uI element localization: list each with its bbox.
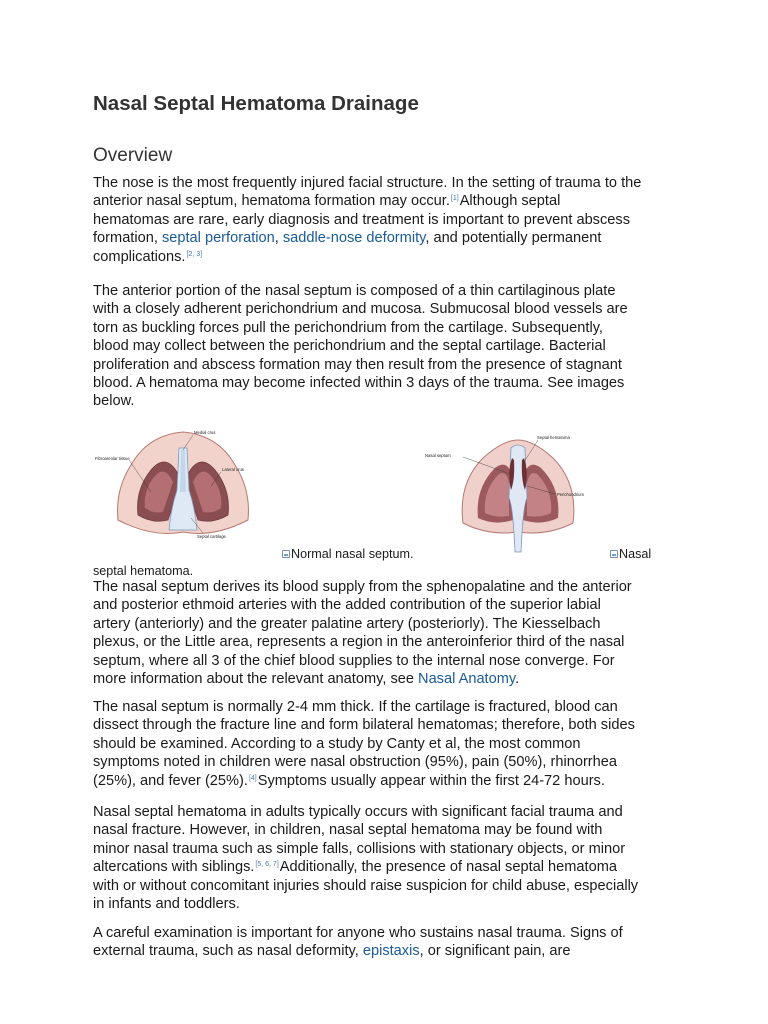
text-line: should be examined. According to a study by Canty et al, the most common	[93, 735, 581, 752]
text-line: The anterior portion of the nasal septum is composed of a thin cartilaginous plate	[93, 283, 616, 299]
label-lateral-crus: Lateral crus	[222, 467, 244, 472]
text-line: blood may collect between the perichondrium and the septal cartilage. Bacterial	[93, 338, 606, 355]
text-line: proliferation and abscess formation may then result from the presence of stagnant	[93, 356, 622, 373]
text: complications.	[93, 248, 186, 265]
text-line: and posterior ethmoid arteries with the added contribution of the superior labial	[93, 597, 601, 614]
text-line: symptoms noted in children were nasal obstruction (95%), pain (50%), rhinorrhea	[93, 754, 618, 771]
text-line: The nose is the most frequently injured facial structure. In the setting of trauma to the	[93, 175, 642, 191]
text-line	[93, 248, 683, 266]
label-septal-hematoma: Septal hematoma	[537, 435, 570, 440]
text-line: torn as buckling forces pull the perichondrium from the cartilage. Subsequently,	[93, 319, 603, 336]
text-line: septum, where all 3 of the chief blood supplies to the internal nose converge. For	[93, 652, 615, 669]
text-line: Nasal septal hematoma in adults typically occurs with significant facial trauma and	[93, 804, 623, 820]
citation-ref[interactable]: [1]	[450, 195, 459, 203]
text-line: A careful examination is important for anyone who sustains nasal trauma. Signs of	[93, 925, 623, 941]
section-heading-overview: Overview	[93, 145, 173, 166]
figure-caption-hematoma-continued: septal hematoma.	[93, 564, 194, 578]
figure-normal-nasal-septum[interactable]	[93, 420, 273, 545]
text-line	[93, 192, 683, 210]
text-line: in infants and toddlers.	[93, 896, 240, 913]
text: Symptoms usually appear within the first 24-72 hours.	[257, 772, 605, 789]
text-line: nasal fracture. However, in children, nasal septal hematoma may be found with	[93, 822, 603, 839]
text: more information about the relevant anatomy, see	[93, 671, 419, 688]
citation-ref[interactable]: [4]	[248, 774, 257, 782]
citation-ref[interactable]: [5, 6, 7]	[255, 861, 279, 869]
text-line: plexus, or the Little area, represents a region in the anteroinferior third of the nasal	[93, 634, 625, 651]
paragraph-thickness	[93, 698, 683, 790]
text: (25%), and fever (25%).	[93, 772, 248, 789]
text-line	[93, 229, 683, 247]
link-saddle-nose-deformity[interactable]: saddle-nose deformity	[282, 230, 426, 247]
text-line	[93, 942, 683, 960]
text: .	[515, 671, 520, 688]
text-line: The nasal septum is normally 2-4 mm thick. If the cartilage is fractured, blood can	[93, 699, 618, 715]
citation-ref[interactable]: [2, 3]	[186, 250, 203, 258]
text-line: hematomas are rare, early diagnosis and treatment is important to prevent abscess	[93, 211, 630, 228]
label-fibroareolar-tissue: Fibroareolar tissue	[95, 456, 130, 461]
text-line: dissect through the fracture line and form bilateral hematomas; therefore, both sides	[93, 717, 635, 734]
text-line: with or without concomitant injuries should raise suspicion for child abuse, especially	[93, 877, 639, 894]
label-septal-cartilage: Septal cartilage	[197, 534, 226, 539]
broken-image-icon	[610, 550, 618, 558]
paragraph-adults-children	[93, 803, 683, 913]
text: Additionally, the presence of nasal septal hematoma	[279, 859, 617, 876]
paragraph-examination	[93, 924, 683, 961]
paragraph-intro	[93, 174, 683, 266]
text-line: minor nasal trauma such as simple falls, collisions with stationary objects, or minor	[93, 840, 626, 857]
link-septal-perforation[interactable]: septal perforation	[161, 230, 275, 247]
text-line: artery (anteriorly) and the greater palatine artery (posteriorly). The Kiesselbach	[93, 615, 601, 632]
text-line: The nasal septum derives its blood supply from the sphenopalatine and the anterior	[93, 579, 632, 595]
text-line	[93, 858, 683, 876]
label-perichondrium: Perichondrium	[557, 492, 584, 497]
text: altercations with siblings.	[93, 859, 255, 876]
link-epistaxis[interactable]: epistaxis	[362, 943, 420, 960]
page-title: Nasal Septal Hematoma Drainage	[93, 92, 419, 115]
text-line: below.	[93, 393, 135, 410]
text: formation,	[93, 230, 162, 247]
label-medial-crus: Medial crus	[194, 430, 216, 435]
text: , and potentially permanent	[425, 230, 602, 247]
text: ,	[274, 230, 283, 247]
text-line: with a closely adherent perichondrium and mucosa. Submucosal blood vessels are	[93, 301, 628, 318]
figure-caption-normal	[282, 547, 414, 561]
text: external trauma, such as nasal deformity,	[93, 943, 363, 960]
caption-text: Normal nasal septum.	[291, 547, 414, 561]
caption-text: Nasal	[619, 547, 652, 561]
figure-caption-hematoma	[610, 547, 651, 561]
text: , or significant pain, are	[419, 943, 571, 960]
text-line	[93, 670, 683, 688]
text-line: blood. A hematoma may become infected within 3 days of the trauma. See images	[93, 375, 625, 392]
paragraph-blood-supply	[93, 578, 683, 688]
paragraph-anatomy	[93, 282, 683, 411]
broken-image-icon	[282, 550, 290, 558]
text: Although septal	[459, 193, 561, 210]
text-line	[93, 772, 683, 790]
link-nasal-anatomy[interactable]: Nasal Anatomy	[418, 671, 516, 688]
label-nasal-septum: Nasal septum	[425, 453, 451, 458]
figure-septal-hematoma[interactable]	[423, 428, 613, 553]
text: anterior nasal septum, hematoma formation may occur.	[93, 193, 450, 210]
